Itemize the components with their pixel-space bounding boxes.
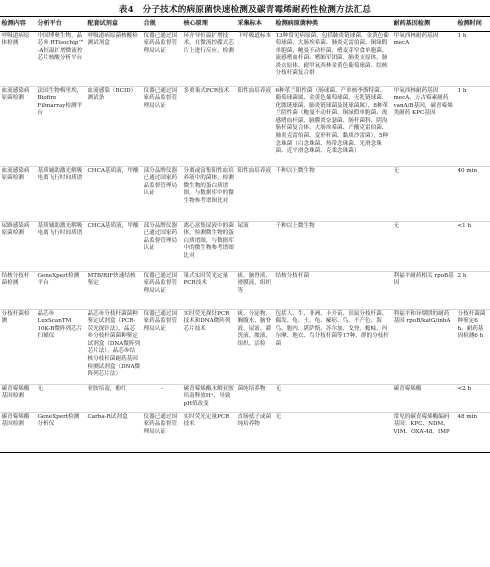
cell-kit: 呼吸道病原菌核酸检测试剂盒 — [86, 32, 142, 87]
cell-resistance: 利福平和异烟肼的耐药基因 rpoB/katG/inhA — [392, 310, 456, 385]
cell-platform: 法国生物梅里埃，Biofire Filmarray检测平台 — [36, 87, 86, 167]
cell-platform: 基质辅助激光解吸电离飞行时间质谱 — [36, 167, 86, 222]
cell-content: 碳青霉烯酶基因检测 — [0, 385, 36, 413]
cell-pathogens: 包括人、牛、非洲、卡介苗、田鼠分枝杆菌、偶发、龟、土、龟、瘰疬、鸟、不产色、海鸟、胞内、堪萨斯、苏尔加、戈登、蟾蜍、玛尔摩、地衣、鸟分枝杆菌等17种、群的分枝杆菌 — [274, 310, 392, 385]
cell-pathogens: 千种以上微生物 — [274, 167, 392, 222]
header-platform: 分析平台 — [36, 17, 86, 32]
cell-pathogens: 6种革兰阳性菌（肠球菌、产单核李斯特菌、葡萄球菌属、金黄色葡萄球菌、无乳链球菌、化脓链球菌、肺炎链球菌及链球菌属），8种革兰阴性菌（鲍曼不动杆菌、铜绿假单胞菌、流感嗜血杆菌、脑膜炎奈瑟菌、肠杆菌科、阴沟肠杆菌复合体、大肠埃希菌、产酸克雷伯菌、肺炎克雷伯菌、变形杆菌、黏质沙雷菌），5种念珠菌（白念珠菌、热带念珠菌、光滑念珠菌、近平滑念珠菌、克柔念珠菌） — [274, 87, 392, 167]
header-resistance: 耐药基因检测 — [392, 17, 456, 32]
cell-specimen: 痰、分泌物、胸腹水、脑脊液、尿液、灌洗液、脓液、组织、活检 — [236, 310, 274, 385]
cell-compliance: 仪器已通过国家药品监督管理局认证 — [142, 32, 182, 87]
table-row — [0, 222, 490, 272]
table-row — [0, 87, 490, 167]
table-row — [0, 272, 490, 310]
cell-platform: 晶芯® LuxScanTM 10K-B微阵列芯片扫描仪 — [36, 310, 86, 385]
cell-content: 尿路感染病原菌检测 — [0, 222, 36, 272]
cell-kit: CHCA基质液，甲酸 — [86, 222, 142, 272]
cell-content: 血流感染病原菌检测 — [0, 87, 36, 167]
cell-kit: MTB/RIF快速结核鉴定 — [86, 272, 142, 310]
table-row — [0, 167, 490, 222]
cell-time: 1 h — [456, 32, 490, 87]
table-title: 表4 分子技术的病原菌快速检测及碳青霉烯耐药性检测方法汇总 — [118, 5, 372, 15]
table-row — [0, 32, 490, 87]
header-time: 检测时间 — [456, 17, 490, 32]
cell-specimen: 尿液 — [236, 222, 274, 272]
cell-pathogens: 13种常见病原菌，包括肺炎链球菌、金黄色葡萄球菌、大肠埃希菌、肺炎克雷伯菌、铜绿假单胞菌、鲍曼不动杆菌、嗜麦芽窄食单胞菌、流感嗜血杆菌、嗜肺军团菌、肺炎支原体、肺炎衣原体、耐甲氧西林金黄色葡萄球菌、结核分枝杆菌复合群 — [274, 32, 392, 87]
cell-time: 分枝杆菌菌种鉴定6 h，耐药基因检测6 h — [456, 310, 490, 385]
cell-compliance: 部分品牌仪器已通过国家药品监督管理局认证 — [142, 222, 182, 272]
cell-time: <1 h — [456, 222, 490, 272]
cell-compliance: 部分品牌仪器已通过国家药品监督管理局认证 — [142, 167, 182, 222]
cell-time: 2 h — [456, 272, 490, 310]
header-compliance: 合规 — [142, 17, 182, 32]
cell-principle: 分离或富集阳性血培养液中的菌体，检测微生物的蛋白质谱图，与数据库中的微生物参考谱图比对 — [182, 167, 236, 222]
cell-time: 40 min — [456, 167, 490, 222]
cell-platform: 基质辅助激光解吸电离飞行时间质谱 — [36, 222, 86, 272]
cell-pathogens: 结核分枝杆菌 — [274, 272, 392, 310]
header-pathogens: 检测病原菌种类 — [274, 17, 392, 32]
cell-kit: Carba-R试剂盒 — [86, 413, 142, 453]
cell-resistance: 无 — [392, 222, 456, 272]
cell-specimen: 下呼吸道标本 — [236, 32, 274, 87]
cell-resistance: 甲氧西林耐药基因 mecA — [392, 32, 456, 87]
header-content: 检测内容 — [0, 17, 36, 32]
methods-table — [0, 16, 490, 453]
table-header-row — [0, 17, 490, 32]
cell-pathogens: 无 — [274, 385, 392, 413]
cell-compliance: 仪器已通过国家药品监督管理局认证 — [142, 87, 182, 167]
cell-principle: 多重巢式PCR技术 — [182, 87, 236, 167]
cell-time: 48 min — [456, 413, 490, 453]
cell-platform: GeneXpert检测平台 — [36, 272, 86, 310]
cell-pathogens: 无 — [274, 413, 392, 453]
cell-resistance: 无 — [392, 167, 456, 222]
cell-platform: 中国博奥生物，晶芯® RTisochip™ -A恒温扩增微流控芯片核酸分析平台 — [36, 32, 86, 87]
header-specimen: 采集标本 — [236, 17, 274, 32]
header-kit: 配套试剂盒 — [86, 17, 142, 32]
cell-compliance: - — [142, 385, 182, 413]
cell-specimen: 菌纯培养物 — [236, 385, 274, 413]
cell-resistance: 碳青霉烯酶 — [392, 385, 456, 413]
cell-kit: CHCA基质液，甲酸 — [86, 167, 142, 222]
cell-content: 血流感染病原菌检测 — [0, 167, 36, 222]
cell-content: 碳青霉烯酶基因检测 — [0, 413, 36, 453]
table-row — [0, 310, 490, 385]
table-row — [0, 413, 490, 453]
cell-compliance: 仪器已通过国家药品监督管理局认证 — [142, 413, 182, 453]
cell-specimen: 阳性血培养液 — [236, 167, 274, 222]
cell-kit: 血流感染（BCID）测试条 — [86, 87, 142, 167]
cell-time: 1 h — [456, 87, 490, 167]
cell-specimen: 直肠拭子或菌纯培养物 — [236, 413, 274, 453]
cell-principle: 碳青霉烯酶水解亚胺培南释放H⁺，导致pH值改变 — [182, 385, 236, 413]
cell-platform: 无 — [36, 385, 86, 413]
cell-principle: 实时荧光定量PCR技术 — [182, 413, 236, 453]
cell-principle: 离心富集尿液中的菌体，检测微生物的蛋白质谱图，与数据库中的微生物参考谱图比对 — [182, 222, 236, 272]
cell-time: <2 h — [456, 385, 490, 413]
cell-kit: 亚胺培南，酚红 — [86, 385, 142, 413]
cell-specimen: 痰、脑脊液、滑膜液、组织等 — [236, 272, 274, 310]
cell-compliance: 仪器已通过国家药品监督管理局认证 — [142, 272, 182, 310]
cell-principle: 巢式实时荧光定量PCR技术 — [182, 272, 236, 310]
cell-resistance: 利福平耐药相关 rpoB基因 — [392, 272, 456, 310]
cell-platform: GeneXpert检测分析仪 — [36, 413, 86, 453]
cell-content: 呼吸道病原体检测 — [0, 32, 36, 87]
cell-content: 分枝杆菌检测 — [0, 310, 36, 385]
header-principle: 核心原理 — [182, 17, 236, 32]
cell-compliance: 仪器已通过国家药品监督管理局认证 — [142, 310, 182, 385]
cell-principle: 环介导恒温扩增技术，在微流控碟式芯片上进行反应、检测 — [182, 32, 236, 87]
cell-content: 结核分枝杆菌检测 — [0, 272, 36, 310]
cell-kit: 晶芯®分枝杆菌菌种鉴定试剂盒（PCR-荧光探针法），晶芯®分枝杆菌菌种鉴定试剂盒（DNA微阵列芯片法），晶芯®结核分枝杆菌耐药基因检测试剂盒（DNA微阵列芯片法） — [86, 310, 142, 385]
table-row — [0, 385, 490, 413]
cell-specimen: 阳性血培养液 — [236, 87, 274, 167]
cell-principle: 实时荧光探针PCR技术和DNA微阵列芯片技术 — [182, 310, 236, 385]
cell-pathogens: 千种以上微生物 — [274, 222, 392, 272]
cell-resistance: 常见的碳青霉烯酶编码基因：KPC、NDM、VIM、OXA-48、IMP — [392, 413, 456, 453]
cell-resistance: 甲氧西林耐药基因 mecA，万古霉素耐药 vanA/B基因，碳青霉烯类耐药 KPC基因 — [392, 87, 456, 167]
